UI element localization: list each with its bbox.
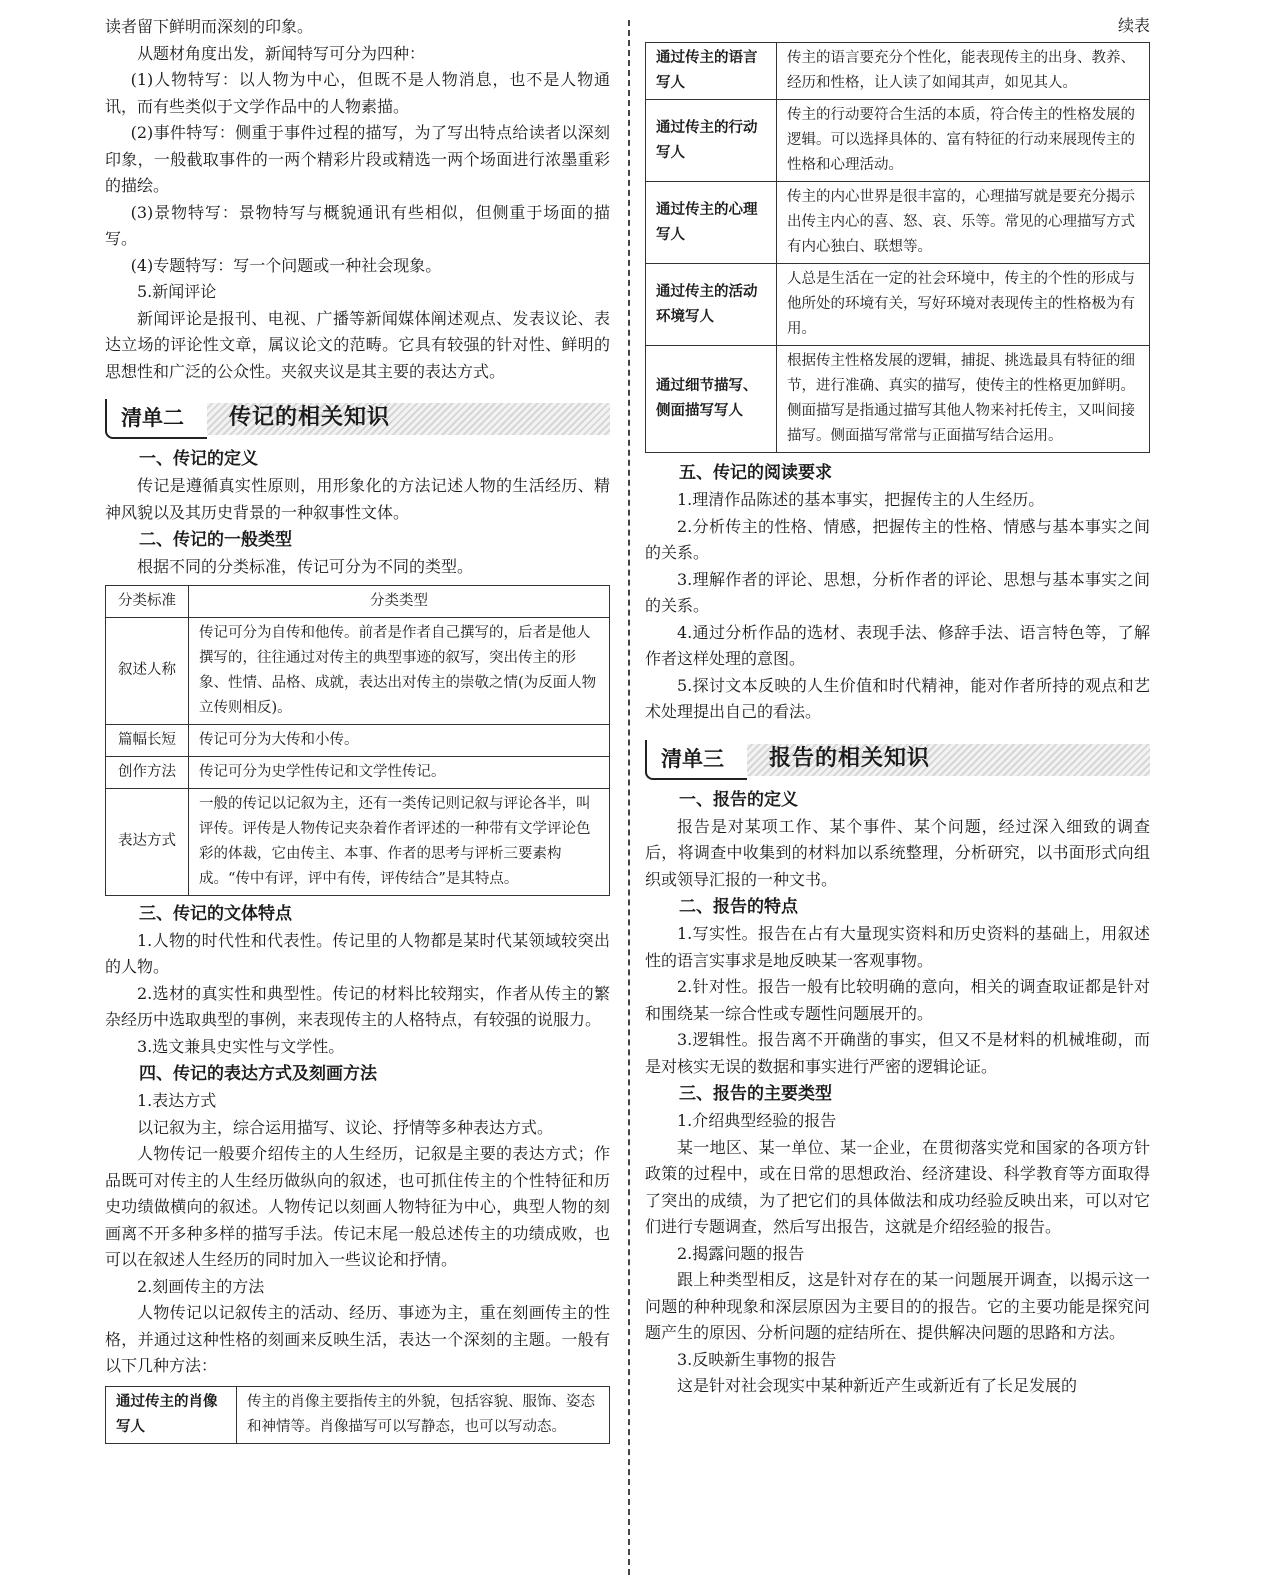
table-cell: 传主的语言要充分个性化，能表现传主的出身、教养、经历和性格，让人读了如闻其声，如见其人。: [777, 43, 1150, 100]
table-row: [106, 1386, 610, 1443]
subheading: 四、传记的表达方式及刻画方法: [139, 1064, 377, 1084]
paragraph: (2)事件特写：侧重于事件过程的描写，为了写出特点给读者以深刻印象，一般截取事件的一两个精彩片段或精选一两个场面进行浓墨重彩的描绘。: [105, 123, 610, 195]
paragraph: 3.选文兼具史实性与文学性。: [137, 1036, 345, 1056]
subheading: 五、传记的阅读要求: [679, 463, 832, 483]
paragraph: 根据不同的分类标准，传记可分为不同的类型。: [137, 557, 474, 576]
paragraph: 1.表达方式: [137, 1091, 217, 1110]
table-header-cell: 分类类型: [189, 585, 610, 617]
paragraph: 报告是对某项工作、某个事件、某个问题，经过深入细致的调查后，将调查中收集到的材料加以系统整理，分析研究，以书面形式向组织或领导汇报的一种文书。: [645, 816, 1150, 889]
paragraph: 2.针对性。报告一般有比较明确的意向，相关的调查取证都是针对和围绕某一综合性或专题性问题展开的。: [645, 977, 1150, 1023]
table-cell: 传记可分为史学性传记和文学性传记。: [189, 756, 610, 788]
table-cell: 叙述人称: [106, 617, 189, 724]
table-cell: 传记可分为大传和小传。: [189, 724, 610, 756]
subheading: 一、报告的定义: [679, 789, 798, 810]
section-title: 报告的相关知识: [769, 745, 931, 771]
table-header-cell: 分类标准: [106, 585, 189, 617]
table-row: [646, 100, 1150, 182]
left-column: [105, 14, 610, 1444]
paragraph: 读者留下鲜明而深刻的印象。: [105, 17, 314, 36]
table-row: [646, 43, 1150, 100]
paragraph: 这是针对社会现实中某种新近产生或新近有了长足发展的: [677, 1376, 1078, 1395]
table-cell: 人总是生活在一定的社会环境中，传主的个性的形成与他所处的环境有关，写好环境对表现传主的性格极为有用。: [777, 264, 1150, 346]
paragraph: 2.分析传主的性格、情感，把握传主的性格、情感与基本事实之间的关系。: [645, 516, 1150, 562]
table-cell: 通过传主的心理写人: [646, 182, 777, 264]
table-row: [646, 182, 1150, 264]
subheading: 三、传记的文体特点: [139, 903, 292, 924]
paragraph: 传记是遵循真实性原则，用形象化的方法记述人物的生活经历、精神风貌以及其历史背景的一种叙事性文体。: [105, 476, 610, 522]
table-cell: 一般的传记以记叙为主，还有一类传记则记叙与评论各半，叫评传。评传是人物传记夹杂着作者评述的一种带有文学评论色彩的体裁，它由传主、本事、作者的思考与评析三要素构成。“传中有评，评中有传，评传结合”是其特点。: [189, 788, 610, 895]
paragraph: 1.人物的时代性和代表性。传记里的人物都是某时代某领域较突出的人物。: [105, 930, 610, 976]
column-divider: [628, 20, 630, 1575]
paragraph: 1.介绍典型经验的报告: [677, 1111, 837, 1130]
paragraph: 5.新闻评论: [137, 282, 217, 301]
section-header-2: [105, 399, 610, 439]
table-cell: 传记可分为自传和他传。前者是作者自己撰写的，后者是他人撰写的，往往通过对传主的典型事迹的叙写，突出传主的形象、性情、品格、成就，表达出对传主的崇敬之情(为反面人物立传则相反)。: [189, 617, 610, 724]
subheading: 一、传记的定义: [139, 449, 258, 469]
paragraph: 新闻评论是报刊、电视、广播等新闻媒体阐述观点、发表议论、表达立场的评论性文章，属议论文的范畴。它具有较强的针对性、鲜明的思想性和广泛的公众性。夹叙夹议是其主要的表达方式。: [105, 308, 610, 381]
section-label: 清单三: [645, 740, 747, 780]
right-column: [645, 14, 1150, 1400]
methods-table: [105, 1386, 610, 1444]
subheading: 三、报告的主要类型: [679, 1084, 832, 1104]
subheading: 二、报告的特点: [679, 897, 798, 917]
paragraph: 人物传记以记叙传主的活动、经历、事迹为主，重在刻画传主的性格，并通过这种性格的刻画来反映生活，表达一个深刻的主题。一般有以下几种方法：: [105, 1303, 610, 1375]
table-cell: 通过传主的语言写人: [646, 43, 777, 100]
paragraph: 3.理解作者的评论、思想，分析作者的评论、思想与基本事实之间的关系。: [645, 569, 1150, 615]
table-cell: 通过传主的活动环境写人: [646, 264, 777, 346]
methods-table-continued: [645, 42, 1150, 453]
paragraph: (1)人物特写：以人物为中心，但既不是人物消息，也不是人物通讯，而有些类似于文学作品中的人物素描。: [105, 70, 610, 116]
paragraph: 3.逻辑性。报告离不开确凿的事实，但又不是材料的机械堆砌，而是对核实无误的数据和事实进行严密的逻辑论证。: [645, 1030, 1150, 1076]
table-cell: 通过传主的行动写人: [646, 100, 777, 182]
paragraph: (3)景物特写：景物特写与概貌通讯有些相似，但侧重于场面的描写。: [105, 202, 610, 248]
table-row: [646, 346, 1150, 453]
table-cell: 表达方式: [106, 788, 189, 895]
table-cell: 根据传主性格发展的逻辑，捕捉、挑选最具有特征的细节，进行准确、真实的描写，使传主的性格更加鲜明。侧面描写是指通过描写其他人物来衬托传主，又叫间接描写。侧面描写常常与正面描写结合运用。: [777, 346, 1150, 453]
section-title: 传记的相关知识: [229, 405, 391, 430]
paragraph: 1.理清作品陈述的基本事实，把握传主的人生经历。: [677, 490, 1045, 509]
paragraph: 5.探讨文本反映的人生价值和时代精神，能对作者所持的观点和艺术处理提出自己的看法。: [645, 675, 1150, 721]
table-cell: 通过传主的肖像写人: [106, 1386, 237, 1443]
table-row: [106, 724, 610, 756]
types-table: [105, 585, 610, 896]
table-cell: 传主的内心世界是很丰富的，心理描写就是要充分揭示出传主内心的喜、怒、哀、乐等。常见的心理描写方式有内心独白、联想等。: [777, 182, 1150, 264]
paragraph: 2.揭露问题的报告: [677, 1243, 805, 1263]
table-cell: 通过细节描写、侧面描写写人: [646, 346, 777, 453]
paragraph: 3.反映新生事物的报告: [677, 1349, 837, 1369]
paragraph: 4.通过分析作品的选材、表现手法、修辞手法、语言特色等，了解作者这样处理的意图。: [645, 622, 1150, 668]
paragraph: 人物传记一般要介绍传主的人生经历，记叙是主要的表达方式；作品既可对传主的人生经历做纵向的叙述，也可抓住传主的个性特征和历史功绩做横向的叙述。人物传记以刻画人物特征为中心，典型人物的刻画离不开多种多样的描写手法。传记末尾一般总述传主的功绩成败，也可以在叙述人生经历的同时加入一些议论和抒情。: [105, 1144, 610, 1269]
paragraph: 某一地区、某一单位、某一企业，在贯彻落实党和国家的各项方针政策的过程中，或在日常的思想政治、经济建设、科学教育等方面取得了突出的成绩，为了把它们的具体做法和成功经验反映出来，可以对它们进行专题调查，然后写出报告，这就是介绍经验的报告。: [645, 1137, 1150, 1236]
paragraph: (4)专题特写：写一个问题或一种社会现象。: [130, 255, 442, 275]
table-cell: 篇幅长短: [106, 724, 189, 756]
paragraph: 1.写实性。报告在占有大量现实资料和历史资料的基础上，用叙述性的语言实事求是地反映某一客观事物。: [645, 924, 1150, 970]
table-row: [106, 617, 610, 724]
paragraph: 2.选材的真实性和典型性。传记的材料比较翔实，作者从传主的繁杂经历中选取典型的事例，来表现传主的人格特点，有较强的说服力。: [105, 983, 610, 1029]
table-row: [646, 264, 1150, 346]
paragraph: 以记叙为主，综合运用描写、议论、抒情等多种表达方式。: [137, 1117, 554, 1137]
table-row: [106, 788, 610, 895]
table-continued-label: 续表: [1117, 16, 1150, 35]
paragraph: 从题材角度出发，新闻特写可分为四种：: [137, 43, 426, 63]
table-cell: 创作方法: [106, 756, 189, 788]
table-cell: 传主的行动要符合生活的本质，符合传主的性格发展的逻辑。可以选择具体的、富有特征的行动来展现传主的性格和心理活动。: [777, 100, 1150, 182]
table-cell: 传主的肖像主要指传主的外貌，包括容貌、服饰、姿态和神情等。肖像描写可以写静态，也可以写动态。: [237, 1386, 610, 1443]
table-row: [106, 756, 610, 788]
section-label: 清单二: [105, 399, 207, 439]
table-header-row: [106, 585, 610, 617]
paragraph: 2.刻画传主的方法: [137, 1276, 265, 1296]
paragraph: 跟上种类型相反，这是针对存在的某一问题展开调查，以揭示这一问题的种种现象和深层原因为主要目的的报告。它的主要功能是探究问题产生的原因、分析问题的症结所在、提供解决问题的思路和方法。: [645, 1270, 1150, 1342]
section-header-3: [645, 740, 1150, 780]
subheading: 二、传记的一般类型: [139, 530, 292, 550]
